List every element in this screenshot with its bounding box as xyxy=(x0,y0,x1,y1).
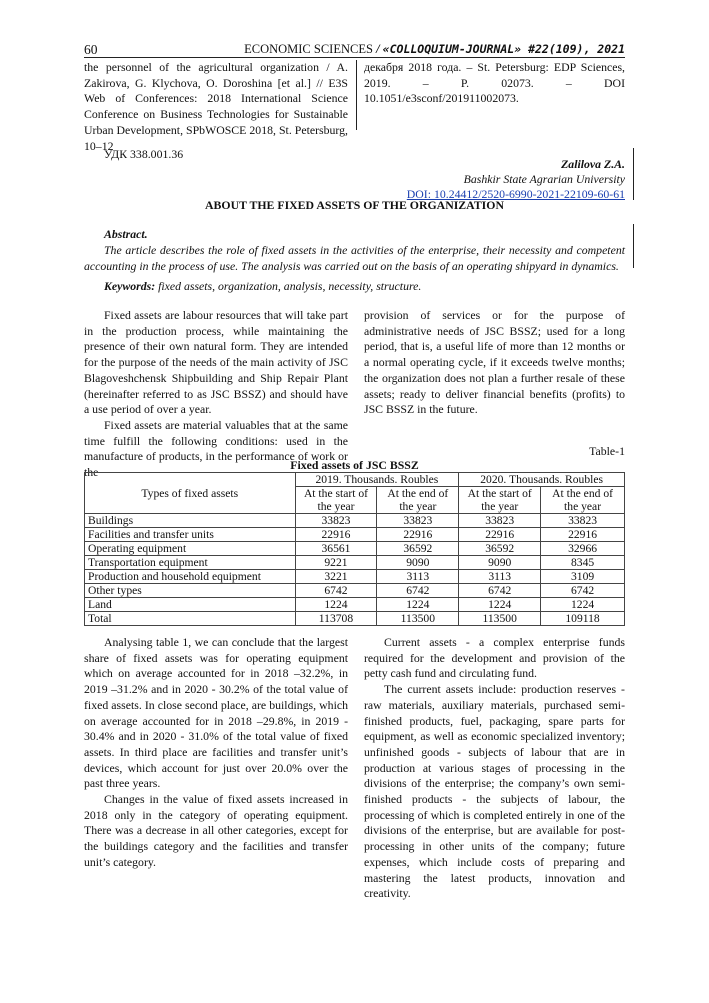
reference-left: the personnel of the agricultural organization / A. Zakirova, G. Klychova, O. Doroshina [et al.] // E3S Web of Conferences: 2018 International Science Conference on Business Technologies for Sustainable Urban Development, SPbWOSCE 2018, St. Petersburg, 10–12 xyxy=(84,60,348,153)
cell: 109118 xyxy=(541,612,625,626)
end-header: At the end of the year xyxy=(377,487,459,514)
cell: 36592 xyxy=(377,542,459,556)
keywords xyxy=(104,279,421,294)
section-name: ECONOMIC SCIENCES xyxy=(244,42,373,56)
cell: 3109 xyxy=(541,570,625,584)
body-left-para-1: Fixed assets are labour resources that will take part in the production process, while maintaining the presence of their own natural form. They are intended for the purpose of the needs of the main activity of JSC Blagoveshchensk Shipbuilding and Ship Repair Plant (hereinafter referred to as JSC BSSZ) and should have a use period of over a year. xyxy=(84,308,348,417)
table-row xyxy=(85,584,625,598)
udk-code: УДК 338.001.36 xyxy=(104,147,184,161)
cell: 33823 xyxy=(459,514,541,528)
header-rule xyxy=(84,57,625,58)
author-side-rule xyxy=(633,148,634,200)
start-header: At the start of the year xyxy=(295,487,377,514)
page-number: 60 xyxy=(84,42,98,57)
cell: 9090 xyxy=(377,556,459,570)
cell: 113500 xyxy=(377,612,459,626)
cell: 1224 xyxy=(377,598,459,612)
row-name: Other types xyxy=(85,584,296,598)
cell: 6742 xyxy=(377,584,459,598)
row-name: Buildings xyxy=(85,514,296,528)
journal-name: «COLLOQUIUM-JOURNAL» #22(109), 2021 xyxy=(382,42,625,56)
row-name: Operating equipment xyxy=(85,542,296,556)
keywords-text: fixed assets, organization, analysis, necessity, structure. xyxy=(158,279,422,293)
running-header xyxy=(244,42,625,57)
row-name: Land xyxy=(85,598,296,612)
end-header: At the end of the year xyxy=(541,487,625,514)
table-title: Fixed assets of JSC BSSZ xyxy=(290,458,419,472)
cell: 22916 xyxy=(541,528,625,542)
abstract-side-rule xyxy=(633,224,634,268)
cell: 36561 xyxy=(295,542,377,556)
types-header: Types of fixed assets xyxy=(85,473,296,514)
cell: 33823 xyxy=(295,514,377,528)
keywords-label: Keywords: xyxy=(104,279,156,293)
cell: 6742 xyxy=(541,584,625,598)
body-left-para-4: Changes in the value of fixed assets increased in 2018 only in the category of operating equipment. There was a decrease in all other categories, except for the buildings category and the facilities and transfer unit’s category. xyxy=(84,792,348,869)
row-name: Transportation equipment xyxy=(85,556,296,570)
header-separator: / xyxy=(376,42,380,56)
body-right-para-1: provision of services or for the purpose of administrative needs of JSC BSSZ; used for a long period, that is, a useful life of more than 12 months or a normal operating cycle, if it exceeds twelve months; the organization does not plan a further resale of these assets; ready to deliver financial benefits (profits) to JSC BSSZ in the future. xyxy=(364,308,625,417)
cell: 1224 xyxy=(295,598,377,612)
cell: 6742 xyxy=(459,584,541,598)
author-block xyxy=(407,157,625,202)
table-row xyxy=(85,542,625,556)
cell: 1224 xyxy=(541,598,625,612)
body-left-para-3: Analysing table 1, we can conclude that the largest share of fixed assets was for operating equipment which on average accounted for in 2018 –32.2%, in 2019 –31.2% and in 2020 - 30.2% of the total value of fixed assets. In close second place, are buildings, which on average accounted for in 2018 –29.8%, in 2019 - 30.4% and in 2020 - 31.0% of the total value of fixed assets. In third place are facilities and transfer unit’s devices, which account for just over 20.0% over the past three years. xyxy=(84,635,348,791)
table-row xyxy=(85,570,625,584)
cell: 9090 xyxy=(459,556,541,570)
row-name: Total xyxy=(85,612,296,626)
reference-right: декабря 2018 года. – St. Petersburg: EDP Sciences, 2019. – P. 02073. – DOI 10.1051/e3sconf/201911002073. xyxy=(364,60,625,106)
table-label: Table-1 xyxy=(589,444,625,458)
cell: 9221 xyxy=(295,556,377,570)
cell: 1224 xyxy=(459,598,541,612)
cell: 3221 xyxy=(295,570,377,584)
fixed-assets-table xyxy=(84,472,625,626)
cell: 22916 xyxy=(377,528,459,542)
cell: 22916 xyxy=(459,528,541,542)
year-2020-header: 2020. Thousands. Roubles xyxy=(459,473,625,487)
table-row xyxy=(85,528,625,542)
cell: 33823 xyxy=(541,514,625,528)
year-2019-header: 2019. Thousands. Roubles xyxy=(295,473,459,487)
abstract-label: Abstract. xyxy=(104,227,148,241)
cell: 6742 xyxy=(295,584,377,598)
cell: 36592 xyxy=(459,542,541,556)
article-title: ABOUT THE FIXED ASSETS OF THE ORGANIZATION xyxy=(205,198,504,212)
cell: 22916 xyxy=(295,528,377,542)
author-affiliation: Bashkir State Agrarian University xyxy=(463,172,625,186)
body-right-para-3: The current assets include: production reserves - raw materials, auxiliary materials, purchased semi-finished products, fuel, packaging, spare parts for equipment, as well as economic specialized inventory; unfinished goods - subjects of labour that are in production at various stages of processing in the divisions of the enterprise; the company’s own semi-finished products - the subjects of labour, the processing of which is completed entirely in one of the divisions of the enterprise, but are available for post-processing in other units of the company; future expenses, which include costs of preparing and mastering the latest products, innovation and creativity. xyxy=(364,682,625,901)
row-name: Production and household equipment xyxy=(85,570,296,584)
cell: 32966 xyxy=(541,542,625,556)
table-row xyxy=(85,514,625,528)
cell: 3113 xyxy=(377,570,459,584)
table-row xyxy=(85,612,625,626)
author-name: Zalilova Z.A. xyxy=(561,157,625,171)
cell: 8345 xyxy=(541,556,625,570)
cell: 33823 xyxy=(377,514,459,528)
abstract-block xyxy=(84,226,625,274)
start-header: At the start of the year xyxy=(459,487,541,514)
column-divider-top xyxy=(356,60,357,130)
cell: 113500 xyxy=(459,612,541,626)
cell: 113708 xyxy=(295,612,377,626)
body-left-para-2: Fixed assets are material valuables that at the same time fulfill the following conditions: used in the manufacture of products, in the performance of work or the xyxy=(84,417,348,480)
body-right-para-2: Current assets - a complex enterprise funds required for the development and provision of the petty cash fund and circulating fund. xyxy=(364,635,625,681)
row-name: Facilities and transfer units xyxy=(85,528,296,542)
abstract-text: The article describes the role of fixed assets in the activities of the enterprise, their necessity and competent accounting in the process of use. The analysis was carried out on the basis of an operating shipyard in dynamics. xyxy=(84,243,625,273)
cell: 3113 xyxy=(459,570,541,584)
table-row xyxy=(85,556,625,570)
doi-link[interactable]: DOI: 10.24412/2520-6990-2021-22109-60-61 xyxy=(406,187,625,201)
table-row xyxy=(85,598,625,612)
